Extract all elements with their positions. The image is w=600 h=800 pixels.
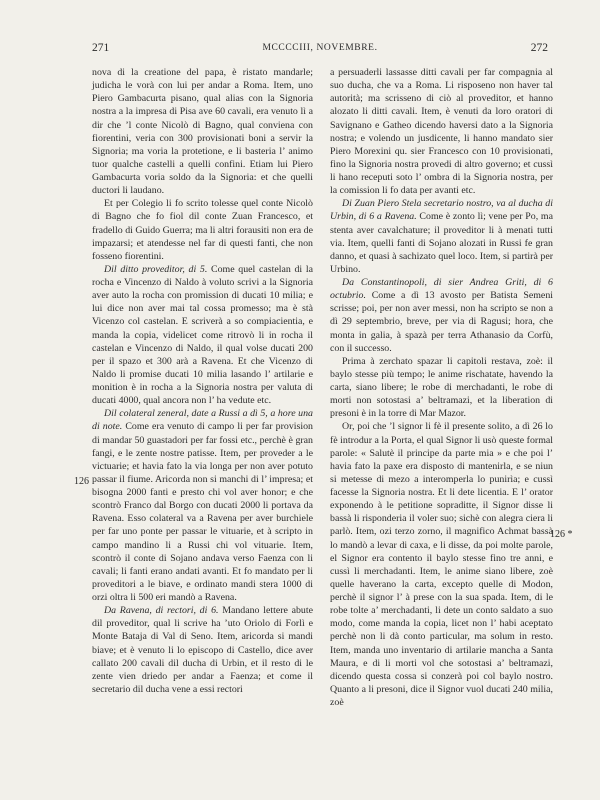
dated-entry <box>92 263 313 407</box>
entry-date: Da Constantinopoli, di sier Andrea Griti, di 6 octubrio. <box>330 277 553 302</box>
entry-date: Dil ditto proveditor, di 5. <box>104 263 208 275</box>
paragraph <box>92 197 313 263</box>
margin-number-left: 126 <box>74 476 89 487</box>
right-column <box>330 66 553 709</box>
paragraph <box>92 66 313 197</box>
entry-text: Come a dì 13 avosto per Batista Semeni scrisse; poi, per non aver messi, non ha scripto se non a dì 29 septembrio, breve, per via di Ragusi; hora, che monta in galia, à spazà per terra Athanasio da Corfù, con il successo. <box>330 290 553 354</box>
entry-text: Come quel castelan di la rocha e Vincenzo di Naldo à voluto scrivi a la Signoria aver auto la rocha con promission di ducati 10 milia; e lui dice non aver mai tal cossa promesso; ma è stà Vicenzo col castelan. E scriverà a so compiacientia, e manda la copia, videlicet come ritrovò li in rocha il castelan e Vincenzo di Naldo, il qual volse ducati 200 per il spazo et 300 arà a Ravena. Et che Vicenzo di Naldo li promise ducati 10 milia lasando l’ artilarie e monition è in rocha a la Signoria nostra per valuta di ducati 4000, qual ancora non l’ ha vedute etc. <box>92 263 313 407</box>
dated-entry <box>330 276 553 355</box>
entry-text: Come era venuto di campo li per far provision di mandar 50 guastadori per far fossi etc., perchè è gran fangi, e le zente nostre patisse. Item, per proveder a le victuarie; et havia fato la via longa per non aver potuto passar il fiume. Aricorda non si manchi di l’ impresa; et bisogna 2000 fanti e presto chi vol aver honor; e che scontrò Franco dal Borgo con ducati 2000 li portava da Ravena. Esso colateral va a Ravena per aver burchiele per far uno ponte per passar le vituarie, et à scripto in campo mandino li a Russi chi vol vituarie. Item, scontrò il conte di Sojano andava verso Faenza con li cavali; li fanti erano andati avanti. Et fo mandato per li proveditori a le biave, e ordinato mandi stera 1000 di orzi oltra li 500 eri mandò a Ravena. <box>92 421 313 603</box>
entry-text: Come è zonto lì; vene per Po, ma stenta aver cavalchature; il proveditor li à menati tutti via. Item, quelli fanti di Sojano alozati in Russi fe gran danno, et quasi à sachizato quel loco. Item, si partirà per Urbino. <box>330 211 553 275</box>
paragraph-text: a persuaderli lassasse ditti cavali per far compagnia al suo ducha, che va a Roma. Li risposeno non haver tal autorità; ma scrisseno di ciò al proveditor, et hanno alozato li ditti cavali. Item, è venuti da loro oratori di Savignano e Gatheo dicendo haversi dato a la Signoria nostra; e volendo un jusdicente, li hanno mandato sier Piero Morexini qu. sier Francesco con 10 provisionati, fino la Signoria nostra provedi di altro governo; et cussì li hano receputi soto l’ ombra di la Signoria nostra, per la comission li fo data per avanti etc. <box>330 67 553 197</box>
margin-number-right: 126 * <box>550 529 573 540</box>
left-column <box>92 66 313 696</box>
page-number-right: 272 <box>530 42 548 54</box>
dated-entry <box>330 197 553 276</box>
page-number-left: 271 <box>92 42 110 54</box>
entry-date: Di Zuan Piero Stela secretario nostro, va al ducha di Urbin, di 6 a Ravena. <box>330 198 553 223</box>
entry-date: Dil colateral zeneral, date a Russi a dì 5, a hore una di note. <box>92 408 313 433</box>
paragraph <box>330 66 553 197</box>
paragraph <box>330 355 553 421</box>
entry-date: Da Ravena, di rectori, di 6. <box>104 605 219 617</box>
dated-entry <box>92 604 313 696</box>
page-header <box>92 42 548 58</box>
paragraph-text: Or, poi che ’l signor li fè il presente solito, a dì 26 lo fè introdur a la Porta, el qual Signor li usò queste formal parole: « Salutè il principe da parte mia » e che poi l’ havia fato la paxe era disposto di mantenirla, e se niun si metesse di mezo a interomperla lo punirìa; e cussì facesse la Signoria nostra. Et li dete licentia. E l’ orator exponendo à le petitione sopraditte, il Signor disse li bassà li risponderia il voler suo; sichè con alegra ciera li parlò. Item, ozi terzo zorno, il magnifico Achmat bassà lo mandò a levar di caxa, e li disse, da poi molte parole, el Signor era contento il baylo stesse fino tre anni, e cussì li merchadanti. Item, le anime siano libere, zoè quelle haverano la carta, excepto quelle di Modon, perchè il signor l’ à prese con la sua spada. Item, di le robe tolte a’ merchadanti, li dete un conto saldato a suo modo, come manda la copia, licet non l’ habi aceptato perchè non li dà conto particular, ma solum in resto. Item, manda uno inventario di artilarie mancha a Santa Maura, e di li morti vol che sotostasi a’ beltramazi, dicendo questa cossa si conzerà poi col baylo nostro. Quanto a li presoni, dice il Signor vuol ducati 240 milia, zoè <box>330 421 553 708</box>
paragraph-text: Prima à zerchato spazar li capitoli restava, zoè: il baylo stesse più tempo; le anime rischatate, havendo la carta, siano libere; le robe di merchadanti, le robe di morti non sotostasi a’ beltramazi, et la liberation di presoni è in la torre di Mar Mazor. <box>330 355 553 420</box>
running-head: MCCCCIII, NOVEMBRE. <box>262 43 378 53</box>
paragraph <box>330 420 553 709</box>
paragraph-text: Et per Colegio li fo scrito tolesse quel conte Nicolò di Bagno che fo fiol dil conte Zuan Francesco, et fradello di Guido Guerra; ma li altri forausiti non era de impazarsi; et atendesse nel far di questi fanti, che non fosseno fiorentini. <box>92 198 313 262</box>
paragraph-text: nova di la creatione del papa, è ristato mandarle; judicha le vorà con lui per andar a Roma. Item, uno Piero Gambacurta pisano, qual alias con la Signoria nostra a la impresa di Pisa ave 60 cavali, era venuto lì a dir che ’l conte Nicolò di Bagno, qual conviena con fiorentini, veria con 300 provisionati boni a servir la Signoria; ma voria la protetione, e li basteria l’ animo tuor qualche castelli a quelli confini. Etiam lui Piero Gambacurta voria soldo da la Signoria: et che quelli ductori li laudano. <box>92 67 313 197</box>
entry-text: Mandano lettere abute dil proveditor, qual li scrive ha ’uto Oriolo di Forlì e Monte Bataja di Val di Seno. Item, aricorda si mandi biave; et è venuto li lo episcopo di Castello, dice aver callato 200 cavali dil ducha di Urbin, et il resto di le zente vien driedo per andar a Faenza; et come il secretario dil ducha vene a essi rectori <box>92 605 313 695</box>
dated-entry <box>92 407 313 604</box>
